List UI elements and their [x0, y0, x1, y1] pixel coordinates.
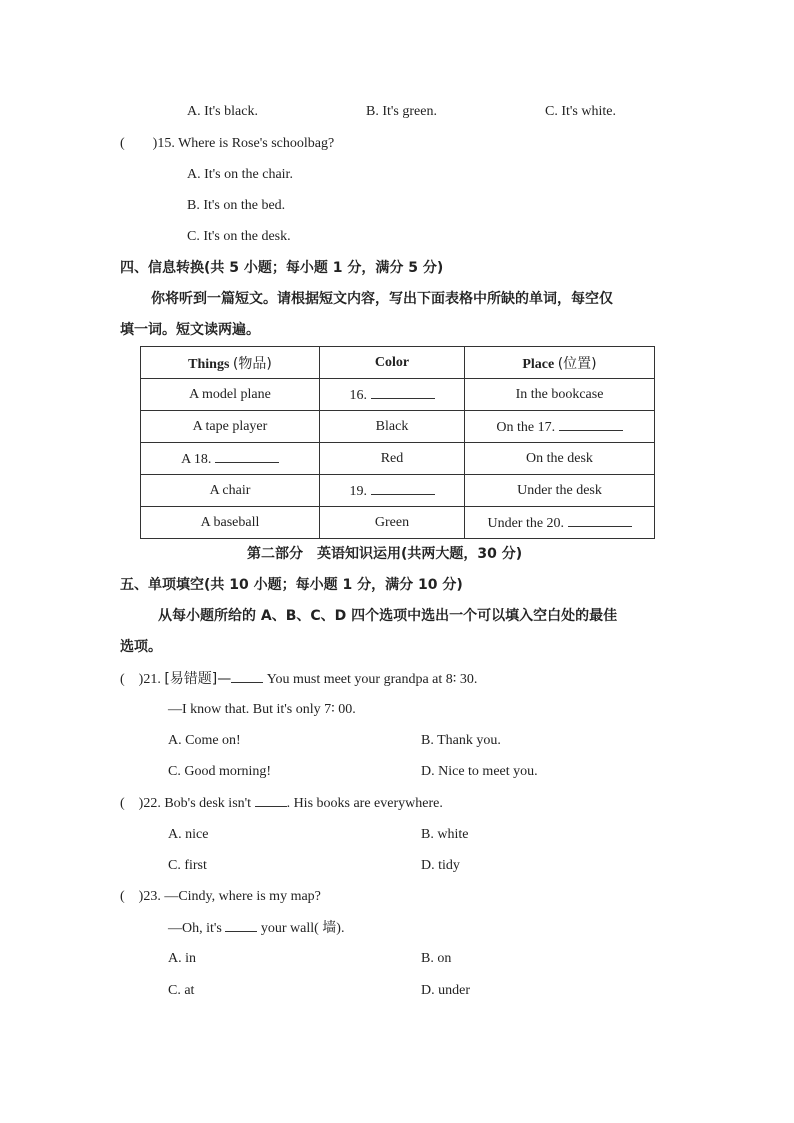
answer-bracket: ( )	[120, 136, 158, 151]
q22-option-a: A. nice	[168, 827, 209, 842]
answer-blank-16[interactable]	[371, 385, 435, 399]
answer-blank-17[interactable]	[559, 417, 623, 431]
q22-option-c: C. first	[168, 858, 207, 873]
answer-blank-19[interactable]	[371, 481, 435, 495]
q22-option-d: D. tidy	[421, 858, 460, 873]
question-text-start: Bob's desk isn't	[164, 796, 252, 811]
section5-instruction-line1: 从每小题所给的 A、B、C、D 四个选项中选出一个可以填入空白处的最佳	[158, 608, 618, 624]
table-cell: A chair	[141, 475, 320, 507]
q15-option-a: A. It's on the chair.	[187, 167, 293, 182]
question-number: ( )22.	[120, 796, 161, 811]
table-cell: On the desk	[465, 443, 655, 475]
q14-option-c: C. It's white.	[545, 104, 616, 119]
table-cell: Green	[320, 507, 465, 539]
section4-title: 四、信息转换(共 5 小题；每小题 1 分，满分 5 分)	[120, 260, 444, 276]
table-row	[141, 507, 655, 539]
section5-instruction-line2: 选项。	[120, 639, 162, 655]
part2-title: 第二部分 英语知识运用(共两大题，30 分)	[247, 546, 523, 562]
info-table	[140, 346, 655, 539]
table-row	[141, 475, 655, 507]
q21-question	[120, 670, 477, 689]
table-cell: Under the desk	[465, 475, 655, 507]
q23-option-c: C. at	[168, 983, 195, 998]
q23-option-a: A. in	[168, 951, 196, 966]
table-cell-blank: A 18.	[141, 443, 320, 475]
q23-option-b: B. on	[421, 951, 452, 966]
answer-blank-23[interactable]	[225, 919, 257, 932]
answer-blank-21[interactable]	[231, 670, 263, 683]
q23-reply	[168, 919, 344, 938]
answer-blank-22[interactable]	[255, 794, 287, 807]
question-text: 15. Where is Rose's schoolbag?	[157, 136, 335, 151]
question-text: You must meet your grandpa at 8∶ 30.	[266, 672, 478, 687]
table-cell: A model plane	[141, 379, 320, 411]
q21-option-c: C. Good morning!	[168, 764, 272, 779]
table-row	[141, 379, 655, 411]
table-cell-blank: 19.	[320, 475, 465, 507]
q22-question	[120, 794, 443, 813]
table-cell: Black	[320, 411, 465, 443]
q23-option-d: D. under	[421, 983, 470, 998]
q15-question	[120, 135, 334, 153]
question-number: ( )23.	[120, 889, 161, 904]
q21-option-a: A. Come on!	[168, 733, 241, 748]
answer-blank-20[interactable]	[568, 513, 632, 527]
q21-option-d: D. Nice to meet you.	[421, 764, 538, 779]
table-header-row	[141, 347, 655, 379]
question-text: —Cindy, where is my map?	[164, 889, 321, 904]
table-cell: A tape player	[141, 411, 320, 443]
q14-option-b: B. It's green.	[366, 104, 437, 119]
reply-end: your wall( 墙).	[260, 921, 345, 936]
table-cell: Red	[320, 443, 465, 475]
table-row	[141, 411, 655, 443]
q15-option-b: B. It's on the bed.	[187, 198, 286, 213]
q14-option-a: A. It's black.	[187, 104, 258, 119]
table-cell-blank: 16.	[320, 379, 465, 411]
question-number: ( )21.	[120, 672, 161, 687]
question-text-end: . His books are everywhere.	[286, 796, 443, 811]
q21-reply: —I know that. But it's only 7∶ 00.	[168, 702, 356, 717]
section4-instruction-line1: 你将听到一篇短文。请根据短文内容，写出下面表格中所缺的单词，每空仅	[151, 291, 613, 307]
table-cell-blank: On the 17.	[465, 411, 655, 443]
header-color: Color	[320, 347, 465, 379]
q15-option-c: C. It's on the desk.	[187, 229, 291, 244]
table-cell: A baseball	[141, 507, 320, 539]
table-cell: In the bookcase	[465, 379, 655, 411]
section5-title: 五、单项填空(共 10 小题；每小题 1 分，满分 10 分)	[120, 577, 463, 593]
header-things: Things (物品)	[141, 347, 320, 379]
header-place: Place (位置)	[465, 347, 655, 379]
q22-option-b: B. white	[421, 827, 469, 842]
section4-instruction-line2: 填一词。短文读两遍。	[120, 322, 260, 338]
q23-question	[120, 888, 321, 906]
q21-option-b: B. Thank you.	[421, 733, 501, 748]
reply-start: —Oh, it's	[168, 921, 222, 936]
question-tag: [易错题]—	[164, 671, 232, 687]
table-cell-blank: Under the 20.	[465, 507, 655, 539]
table-row	[141, 443, 655, 475]
answer-blank-18[interactable]	[215, 449, 279, 463]
